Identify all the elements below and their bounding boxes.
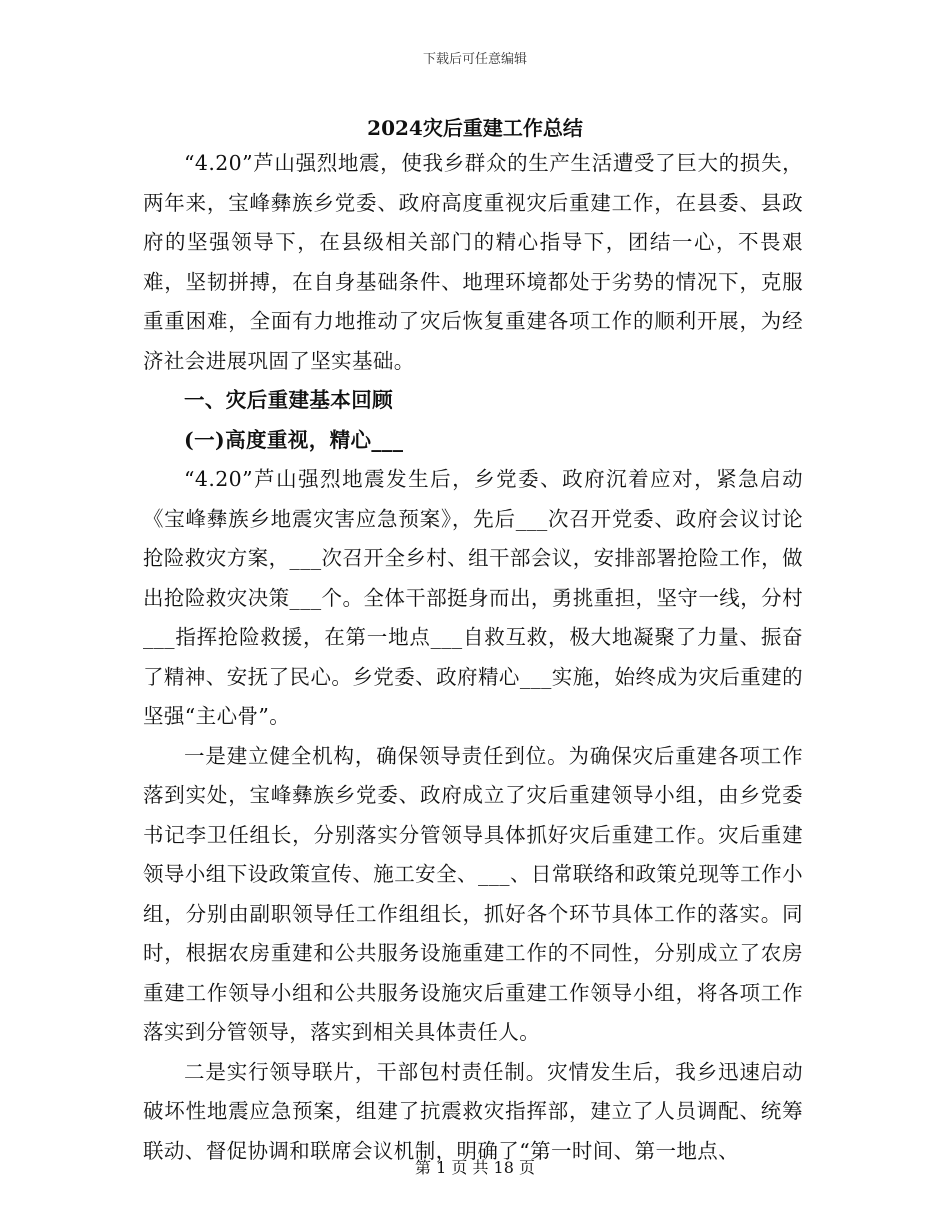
body-paragraph: 二是实行领导联片，干部包村责任制。灾情发生后，我乡迅速启动破坏性地震应急预案，组建了抗震救灾指挥部，建立了人员调配、统筹联动、督促协调和联席会议机制，明确了“第一时间、第一地点、 xyxy=(143,1059,803,1163)
page-number: 第 1 页 共 18 页 xyxy=(415,1158,535,1177)
page-header-note: 下载后可任意编辑 xyxy=(422,52,527,67)
body-paragraph: 一是建立健全机构，确保领导责任到位。为确保灾后重建各项工作落到实处，宝峰彝族乡党委、政府成立了灾后重建领导小组，由乡党委书记李卫任组长，分别落实分管领导具体抓好灾后重建工作。灾后重建领导小组下设政策宣传、施工安全、___、日常联络和政策兑现等工作小组，分别由副职领导任工作组组长，抓好各个环节具体工作的落实。同时，根据农房重建和公共服务设施重建工作的不同性，分别成立了农房重建工作领导小组和公共服务设施灾后重建工作领导小组，将各项工作落实到分管领导，落实到相关具体责任人。 xyxy=(143,743,803,1044)
document-title: 2024灾后重建工作总结 xyxy=(367,116,583,140)
section-heading: 一、灾后重建基本回顾 xyxy=(184,388,393,412)
subsection-heading: (一)高度重视，精心___ xyxy=(184,427,404,452)
body-paragraph: “4.20”芦山强烈地震发生后，乡党委、政府沉着应对，紧急启动《宝峰彝族乡地震灾害应急预案》，先后___次召开党委、政府会议讨论抢险救灾方案，___次召开全乡村、组干部会议，安排部署抢险工作，做出抢险救灾决策___个。全体干部挺身而出，勇挑重担，坚守一线，分村___指挥抢险救援，在第一地点___自救互救，极大地凝聚了力量、振奋了精神、安抚了民心。乡党委、政府精心___实施，始终成为灾后重建的坚强“主心骨”。 xyxy=(143,467,803,728)
document-body xyxy=(143,144,803,1171)
intro-paragraph: “4.20”芦山强烈地震，使我乡群众的生产生活遭受了巨大的损失，两年来，宝峰彝族乡党委、政府高度重视灾后重建工作，在县委、县政府的坚强领导下，在县级相关部门的精心指导下，团结一心，不畏艰难，坚韧拼搏，在自身基础条件、地理环境都处于劣势的情况下，克服重重困难，全面有力地推动了灾后恢复重建各项工作的顺利开展，为经济社会进展巩固了坚实基础。 xyxy=(143,151,803,373)
